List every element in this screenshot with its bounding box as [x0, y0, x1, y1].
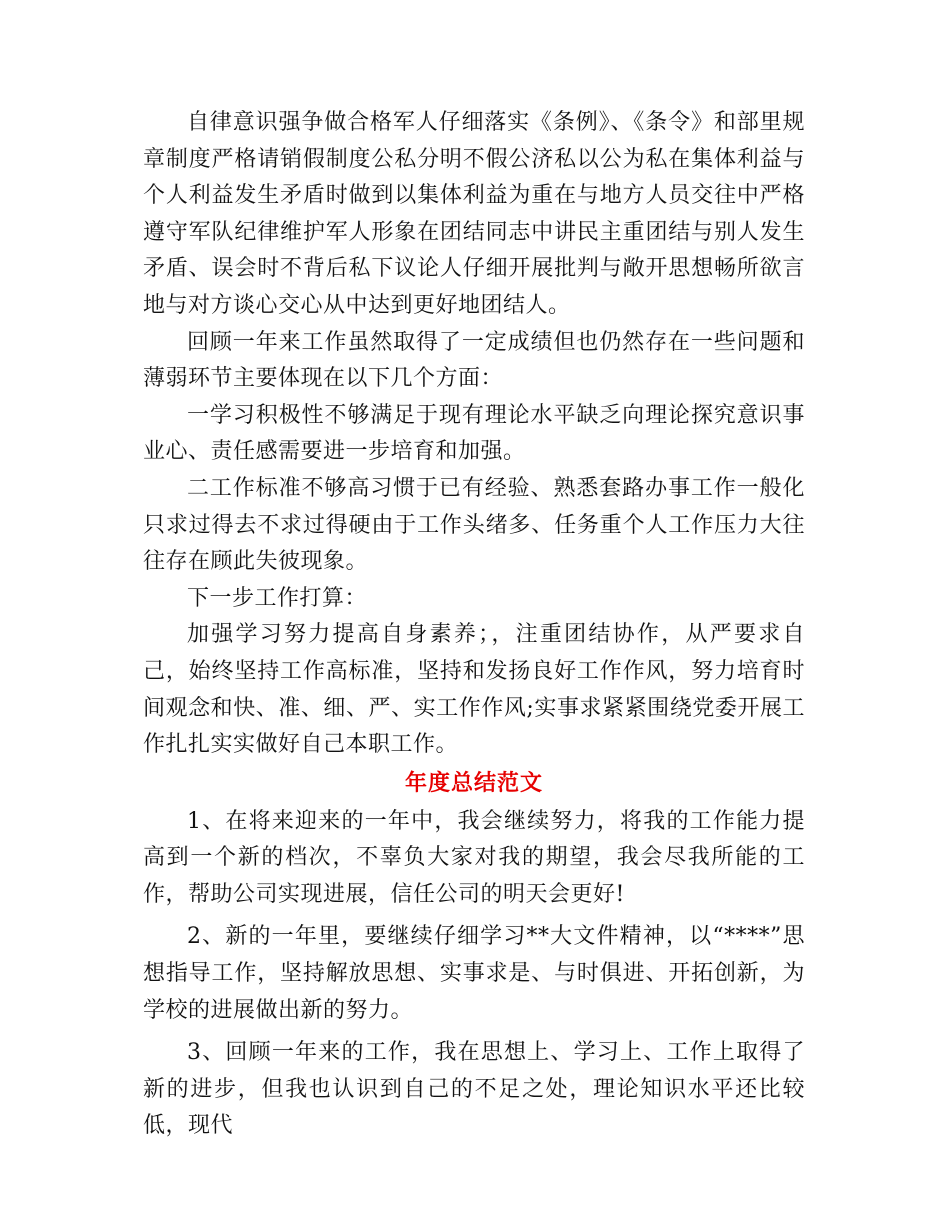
paragraph-review: 回顾一年来工作虽然取得了一定成绩但也仍然存在一些问题和薄弱环节主要体现在以下几个方面： [143, 329, 805, 392]
paragraph-item-3: 3、回顾一年来的工作，我在思想上、学习上、工作上取得了新的进步，但我也认识到自己的不足之处，理论知识水平还比较低，现代 [143, 1040, 805, 1139]
paragraph-item-2: 2、新的一年里，要继续仔细学习**大文件精神，以“****”思想指导工作，坚持解放思想、实事求是、与时俱进、开拓创新，为学校的进展做出新的努力。 [143, 924, 805, 1023]
paragraph-issue-two: 二工作标准不够高习惯于已有经验、熟悉套路办事工作一般化只求过得去不求过得硬由于工作头绪多、任务重个人工作压力大往往存在顾此失彼现象。 [143, 475, 805, 575]
paragraph-next-steps-heading: 下一步工作打算： [187, 585, 368, 611]
paragraph-next-steps: 加强学习努力提高自身素养；，注重团结协作，从严要求自己，始终坚持工作高标准，坚持和发扬良好工作作风，努力培育时间观念和快、准、细、严、实工作作风;实事求紧紧围绕党委开展工作扎扎实实做好自己本职工作。 [143, 622, 805, 758]
paragraph-item-1: 1、在将来迎来的一年中，我会继续努力，将我的工作能力提高到一个新的档次，不辜负大家对我的期望，我会尽我所能的工作，帮助公司实现进展，信任公司的明天会更好! [143, 808, 805, 907]
paragraph-issue-one: 一学习积极性不够满足于现有理论水平缺乏向理论探究意识事业心、责任感需要进一步培育和加强。 [143, 402, 805, 465]
document-body [143, 105, 805, 1145]
section-title: 年度总结范文 [404, 770, 543, 796]
paragraph-discipline: 自律意识强争做合格军人仔细落实《条例》、《条令》和部里规章制度严格请销假制度公私分明不假公济私以公为私在集体利益与个人利益发生矛盾时做到以集体利益为重在与地方人员交往中严格遵守军队纪律维护军人形象在团结同志中讲民主重团结与别人发生矛盾、误会时不背后私下议论人仔细开展批判与敞开思想畅所欲言地与对方谈心交心从中达到更好地团结人。 [143, 110, 805, 318]
